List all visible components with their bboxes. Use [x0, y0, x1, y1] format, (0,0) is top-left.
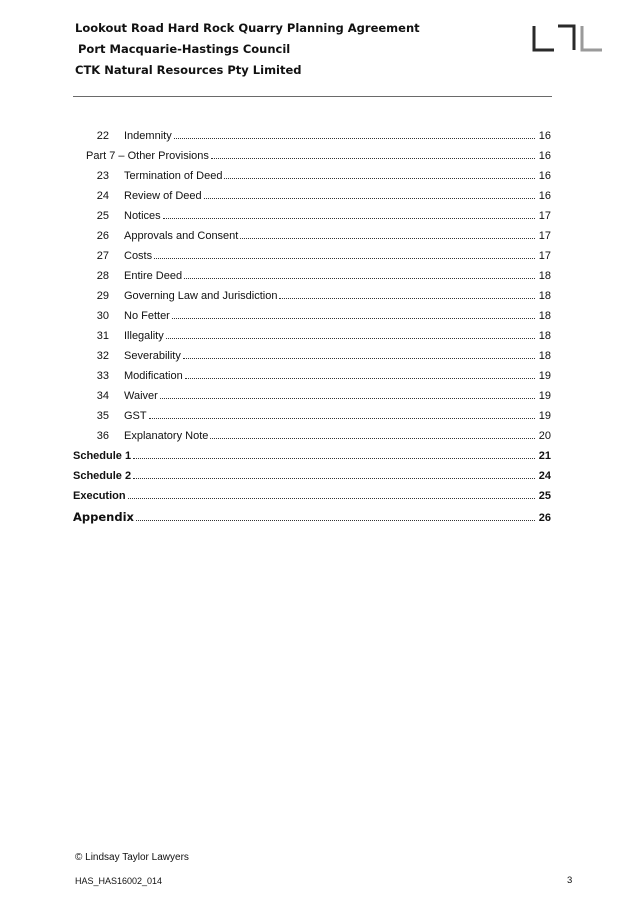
toc-entry-36[interactable]: 36 Explanatory Note 20	[96, 430, 551, 442]
toc-entry-32[interactable]: 32 Severability 18	[96, 350, 551, 362]
toc-page-number: 17	[538, 230, 551, 242]
toc-part-7[interactable]	[73, 142, 551, 162]
toc-page-number: 18	[538, 330, 551, 342]
toc-entry-title: Severability	[124, 350, 181, 362]
toc-page-number: 21	[538, 450, 551, 462]
toc-entry-title: Termination of Deed	[124, 170, 223, 182]
toc-page-number: 16	[538, 190, 551, 202]
header-title: Lookout Road Hard Rock Quarry Planning Agreement	[75, 21, 420, 35]
toc-page-number: 16	[538, 130, 551, 142]
toc-page-number: 19	[538, 390, 551, 402]
dot-leader	[133, 477, 535, 479]
toc-page-number: 25	[538, 490, 551, 502]
dot-leader	[183, 357, 535, 359]
toc-entry-title: Indemnity	[124, 130, 172, 142]
dot-leader	[204, 197, 535, 199]
toc-entry-23[interactable]: 23 Termination of Deed 16	[96, 170, 551, 182]
toc-entry-title: Explanatory Note	[124, 430, 209, 442]
toc-entry-title: Part 7 – Other Provisions	[86, 150, 209, 162]
dot-leader	[136, 519, 535, 521]
toc-page-number: 17	[538, 250, 551, 262]
toc-page-number: 18	[538, 270, 551, 282]
toc-entry-title: Schedule 2	[73, 470, 132, 482]
toc-entry-34[interactable]: 34 Waiver 19	[96, 390, 551, 402]
toc-entry-22[interactable]: 22 Indemnity 16	[96, 130, 551, 142]
toc-schedule-2[interactable]	[73, 462, 551, 482]
toc-entry-31[interactable]: 31 Illegality 18	[96, 330, 551, 342]
toc-page-number: 18	[538, 310, 551, 322]
toc-entry-title: Modification	[124, 370, 183, 382]
dot-leader	[210, 437, 535, 439]
document-footer	[75, 851, 189, 886]
toc-entry-title: Execution	[73, 490, 126, 502]
toc-entry-29[interactable]: 29 Governing Law and Jurisdiction 18	[96, 290, 551, 302]
toc-entry-title: Appendix	[73, 510, 134, 524]
toc-entry-title: No Fetter	[124, 310, 170, 322]
toc-entry-30[interactable]: 30 No Fetter 18	[96, 310, 551, 322]
dot-leader	[224, 177, 535, 179]
toc-page-number: 16	[538, 150, 551, 162]
toc-entry-title: Approvals and Consent	[124, 230, 239, 242]
header-company: CTK Natural Resources Pty Limited	[75, 63, 302, 77]
toc-entry-25[interactable]: 25 Notices 17	[96, 210, 551, 222]
toc-entry-title: Notices	[124, 210, 161, 222]
toc-entry-26[interactable]: 26 Approvals and Consent 17	[96, 230, 551, 242]
dot-leader	[172, 317, 535, 319]
header-divider	[73, 96, 552, 97]
dot-leader	[133, 457, 535, 459]
dot-leader	[185, 377, 535, 379]
dot-leader	[211, 157, 535, 159]
dot-leader	[128, 497, 535, 499]
footer-reference: HAS_HAS16002_014	[75, 876, 163, 886]
toc-entry-title: Review of Deed	[124, 190, 202, 202]
toc-page-number: 19	[538, 410, 551, 422]
dot-leader	[174, 137, 535, 139]
header-council: Port Macquarie-Hastings Council	[78, 42, 291, 56]
toc-entry-35[interactable]: 35 GST 19	[96, 410, 551, 422]
toc-entry-title: Waiver	[124, 390, 158, 402]
toc-execution[interactable]	[73, 482, 551, 502]
toc-appendix[interactable]	[73, 502, 551, 524]
dot-leader	[163, 217, 535, 219]
toc-entry-title: Schedule 1	[73, 450, 132, 462]
toc-entry-title: Illegality	[124, 330, 164, 342]
toc-entry-28[interactable]: 28 Entire Deed 18	[96, 270, 551, 282]
footer-copyright: © Lindsay Taylor Lawyers	[75, 852, 189, 863]
toc-entry-24[interactable]: 24 Review of Deed 16	[96, 190, 551, 202]
dot-leader	[149, 417, 535, 419]
table-of-contents	[73, 122, 551, 524]
document-header	[75, 18, 420, 81]
toc-page-number: 26	[538, 512, 551, 524]
dot-leader	[160, 397, 535, 399]
dot-leader	[240, 237, 535, 239]
toc-page-number: 17	[538, 210, 551, 222]
toc-entry-title: Governing Law and Jurisdiction	[124, 290, 278, 302]
toc-entry-title: Entire Deed	[124, 270, 183, 282]
toc-entry-27[interactable]: 27 Costs 17	[96, 250, 551, 262]
dot-leader	[166, 337, 535, 339]
toc-page-number: 18	[538, 290, 551, 302]
toc-entry-33[interactable]: 33 Modification 19	[96, 370, 551, 382]
dot-leader	[184, 277, 535, 279]
toc-page-number: 20	[538, 430, 551, 442]
toc-page-number: 24	[538, 470, 551, 482]
toc-page-number: 18	[538, 350, 551, 362]
toc-page-number: 19	[538, 370, 551, 382]
page-number: 3	[567, 875, 573, 886]
ltl-logo-icon	[532, 24, 602, 52]
toc-schedule-1[interactable]	[73, 442, 551, 462]
dot-leader	[154, 257, 535, 259]
toc-entry-title: GST	[124, 410, 147, 422]
toc-page-number: 16	[538, 170, 551, 182]
dot-leader	[279, 297, 535, 299]
toc-entry-title: Costs	[124, 250, 153, 262]
